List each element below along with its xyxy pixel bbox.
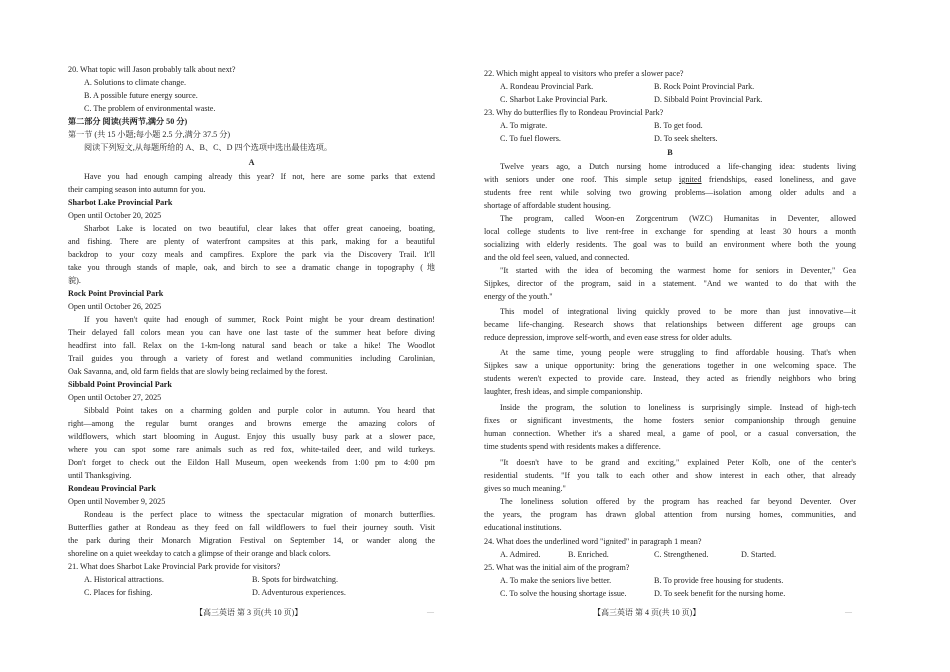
sibbald-line: where you can spot some rare animals such as red fox, white-tailed deer, and wild turkeys. bbox=[68, 445, 435, 454]
q20-option-a: A. Solutions to climate change. bbox=[84, 78, 186, 87]
rondeau-line: shoreline on a quiet weekday to catch a glimpse of their orange and black colors. bbox=[68, 549, 331, 558]
p8-line: The loneliness solution offered by the program has reached far beyond Deventer. Over bbox=[500, 497, 856, 506]
q21-option-d: D. Adventurous experiences. bbox=[252, 588, 346, 597]
q25-stem: 25. What was the initial aim of the program? bbox=[484, 563, 630, 572]
left-page-tick: — bbox=[427, 608, 434, 616]
rondeau-open: Open until November 9, 2025 bbox=[68, 497, 166, 506]
p1-text: friendships, eased loneliness, and gave bbox=[701, 175, 856, 184]
sharbot-title: Sharbot Lake Provincial Park bbox=[68, 198, 173, 207]
section1-heading: 第一节 (共 15 小题;每小题 2.5 分,满分 37.5 分) bbox=[68, 130, 231, 139]
sibbald-title: Sibbald Point Provincial Park bbox=[68, 380, 172, 389]
p7-line: residential students. "If you talk to each other and show interest in each other, that already bbox=[484, 471, 856, 480]
p2-line: The program, called Woon-en Zorgcentrum (WZC) Humanitas in Deventer, allowed bbox=[500, 214, 856, 223]
rondeau-line: the park during their Monarch Migration Festival on September 14, or wander along the bbox=[68, 536, 435, 545]
q23-option-b: B. To get food. bbox=[654, 121, 703, 130]
p3-line: Sijpkes, director of the program, said in a statement. "And we wanted to do that with the bbox=[484, 279, 856, 288]
sharbot-line: and fishing. There are plenty of waterfront campsites at this park, making for a beautiful bbox=[68, 237, 435, 246]
p1-line-with-underline bbox=[484, 174, 856, 186]
q23-option-a: A. To migrate. bbox=[500, 121, 548, 130]
p6-line: time students spend with residents makes a difference. bbox=[484, 442, 661, 451]
sharbot-line: backdrop to your cozy meals and campfires. Explore the park via the Discovery Trail. It'll bbox=[68, 250, 435, 259]
q20-option-b: B. A possible future energy source. bbox=[84, 91, 198, 100]
p4-line: reduce depression, improve self-worth, and even ease stress for older adults. bbox=[484, 333, 732, 342]
q20-stem: 20. What topic will Jason probably talk about next? bbox=[68, 65, 236, 74]
sibbald-line: until Thanksgiving. bbox=[68, 471, 132, 480]
q23-stem: 23. Why do butterflies fly to Rondeau Provincial Park? bbox=[484, 108, 664, 117]
rondeau-line: Butterflies gather at Rondeau as they feed on fall wildflowers to fuel their journey south. Visit bbox=[68, 523, 435, 532]
p6-line: human connection. Whether it's a shared meal, a game of pool, or a casual conversation, the bbox=[484, 429, 856, 438]
p5-line: At the same time, young people were struggling to find affordable housing. That's when bbox=[500, 348, 856, 357]
rondeau-title: Rondeau Provincial Park bbox=[68, 484, 156, 493]
p1-text: with seniors under one roof. This simple setup bbox=[484, 175, 679, 184]
sibbald-line: wildflowers, which start blooming in August. Enjoy this usually busy park at a slower pace, bbox=[68, 432, 435, 441]
p1-line: shortage of affordable student housing. bbox=[484, 201, 611, 210]
p5-line: laughter, fresh ideas, and simple companionship. bbox=[484, 387, 643, 396]
sharbot-line: 貌). bbox=[68, 276, 81, 285]
passage-b-label: B bbox=[667, 148, 673, 157]
underlined-word-ignited: ignited bbox=[679, 175, 702, 184]
p7-line: gives so much meaning." bbox=[484, 484, 566, 493]
p4-line: became life-changing. Research shows that relationships between different age groups can bbox=[484, 320, 856, 329]
rockpoint-line: If you haven't quite had enough of summer, Rock Point might be your dream destination! bbox=[84, 315, 435, 324]
p2-line: socializing with elderly residents. The goal was to build an environment where both the young bbox=[484, 240, 856, 249]
q23-option-d: D. To seek shelters. bbox=[654, 134, 718, 143]
q25-option-a: A. To make the seniors live better. bbox=[500, 576, 612, 585]
rockpoint-open: Open until October 26, 2025 bbox=[68, 302, 162, 311]
p6-line: fixes or significant investments, the home fosters senior companionship through genuine bbox=[484, 416, 856, 425]
left-page-footer: 【高三英语 第 3 页(共 10 页)】 bbox=[195, 608, 303, 617]
sibbald-open: Open until October 27, 2025 bbox=[68, 393, 162, 402]
p1-line: Twelve years ago, a Dutch nursing home introduced a life-changing idea: students living bbox=[500, 162, 856, 171]
q24-option-b: B. Enriched. bbox=[568, 550, 609, 559]
q24-option-d: D. Started. bbox=[741, 550, 776, 559]
q22-option-c: C. Sharbot Lake Provincial Park. bbox=[500, 95, 608, 104]
p4-line: This model of integrational living quickly proved to be more than just innovative—it bbox=[500, 307, 856, 316]
q22-option-b: B. Rock Point Provincial Park. bbox=[654, 82, 755, 91]
sibbald-line: Don't forget to check out the Eildon Hall Museum, open weekends from 1:00 pm to 4:00 pm bbox=[68, 458, 435, 467]
q21-option-a: A. Historical attractions. bbox=[84, 575, 164, 584]
p5-line: Sijpkes saw a unique opportunity: bring the generations together in one welcoming space. The bbox=[484, 361, 856, 370]
reading-instruction: 阅读下列短文,从每题所给的 A、B、C、D 四个选项中选出最佳选项。 bbox=[84, 143, 333, 152]
q20-option-c: C. The problem of environmental waste. bbox=[84, 104, 216, 113]
p2-line: local college students to live rent-free in exchange for spending at least 30 hours a month bbox=[484, 227, 856, 236]
q22-stem: 22. Which might appeal to visitors who prefer a slower pace? bbox=[484, 69, 684, 78]
q24-option-c: C. Strengthened. bbox=[654, 550, 709, 559]
q21-option-c: C. Places for fishing. bbox=[84, 588, 153, 597]
passage-a-label: A bbox=[248, 158, 255, 167]
rockpoint-line: Trail guides you through a variety of forest and wetland communities including Carolinian, bbox=[68, 354, 435, 363]
q21-stem: 21. What does Sharbot Lake Provincial Park provide for visitors? bbox=[68, 562, 281, 571]
p3-line: energy of the youth." bbox=[484, 292, 553, 301]
sharbot-line: Sharbot Lake is located on two beautiful, clear lakes that offer great canoeing, boating, bbox=[84, 224, 435, 233]
sharbot-line: take you through stands of maple, oak, and birch to see a dramatic change in topography (地 bbox=[68, 263, 435, 272]
p7-line: "It doesn't have to be grand and exciting," explained Peter Kolb, one of the center's bbox=[500, 458, 856, 467]
q25-option-c: C. To solve the housing shortage issue. bbox=[500, 589, 627, 598]
rockpoint-line: Their delayed fall colors mean you can have one last taste of the summer heat before diving bbox=[68, 328, 435, 337]
rondeau-line: Rondeau is the perfect place to witness the spectacular migration of monarch butterflies. bbox=[84, 510, 435, 519]
p6-line: Inside the program, the solution to loneliness is surprisingly simple. Instead of high-tech bbox=[500, 403, 856, 412]
q22-option-a: A. Rondeau Provincial Park. bbox=[500, 82, 594, 91]
q22-option-d: D. Sibbald Point Provincial Park. bbox=[654, 95, 763, 104]
right-page-tick: — bbox=[845, 608, 852, 616]
q24-option-a: A. Admired. bbox=[500, 550, 541, 559]
rockpoint-title: Rock Point Provincial Park bbox=[68, 289, 164, 298]
p1-line: students free rent while solving two growing problems—isolation among older adults and a bbox=[484, 188, 856, 197]
sharbot-open: Open until October 20, 2025 bbox=[68, 211, 162, 220]
rockpoint-line: headfirst into fall. Relax on the 1-km-long natural sand beach or take a hike! The Woodlot bbox=[68, 341, 435, 350]
q24-stem: 24. What does the underlined word "ignited" in paragraph 1 mean? bbox=[484, 537, 702, 546]
rockpoint-line: Oak Savanna, and, old farm fields that are slowly being reclaimed by the forest. bbox=[68, 367, 328, 376]
part2-heading: 第二部分 阅读(共两节,满分 50 分) bbox=[68, 117, 188, 126]
intro-line: Have you had enough camping already this year? If not, here are some parks that extend bbox=[84, 172, 435, 181]
p2-line: and the old feel seen, valued, and connected. bbox=[484, 253, 630, 262]
p8-line: the years, the program has drawn global attention from nursing homes, communities, and bbox=[484, 510, 856, 519]
right-page-footer: 【高三英语 第 4 页(共 10 页)】 bbox=[593, 608, 701, 617]
q23-option-c: C. To fuel flowers. bbox=[500, 134, 561, 143]
q25-option-d: D. To seek benefit for the nursing home. bbox=[654, 589, 786, 598]
p5-line: students weren't expected to provide care. Instead, they acted as friendly neighbors who bring bbox=[484, 374, 856, 383]
q21-option-b: B. Spots for birdwatching. bbox=[252, 575, 338, 584]
sibbald-line: right—among the regular burnt oranges and browns emerge the amazing colors of bbox=[68, 419, 435, 428]
sibbald-line: Sibbald Point takes on a charming golden and purple color in autumn. You heard that bbox=[84, 406, 435, 415]
q25-option-b: B. To provide free housing for students. bbox=[654, 576, 784, 585]
p8-line: educational institutions. bbox=[484, 523, 562, 532]
intro-line: their camping season into autumn for you. bbox=[68, 185, 206, 194]
p3-line: "It started with the idea of becoming the warmest home for seniors in Deventer," Gea bbox=[500, 266, 856, 275]
